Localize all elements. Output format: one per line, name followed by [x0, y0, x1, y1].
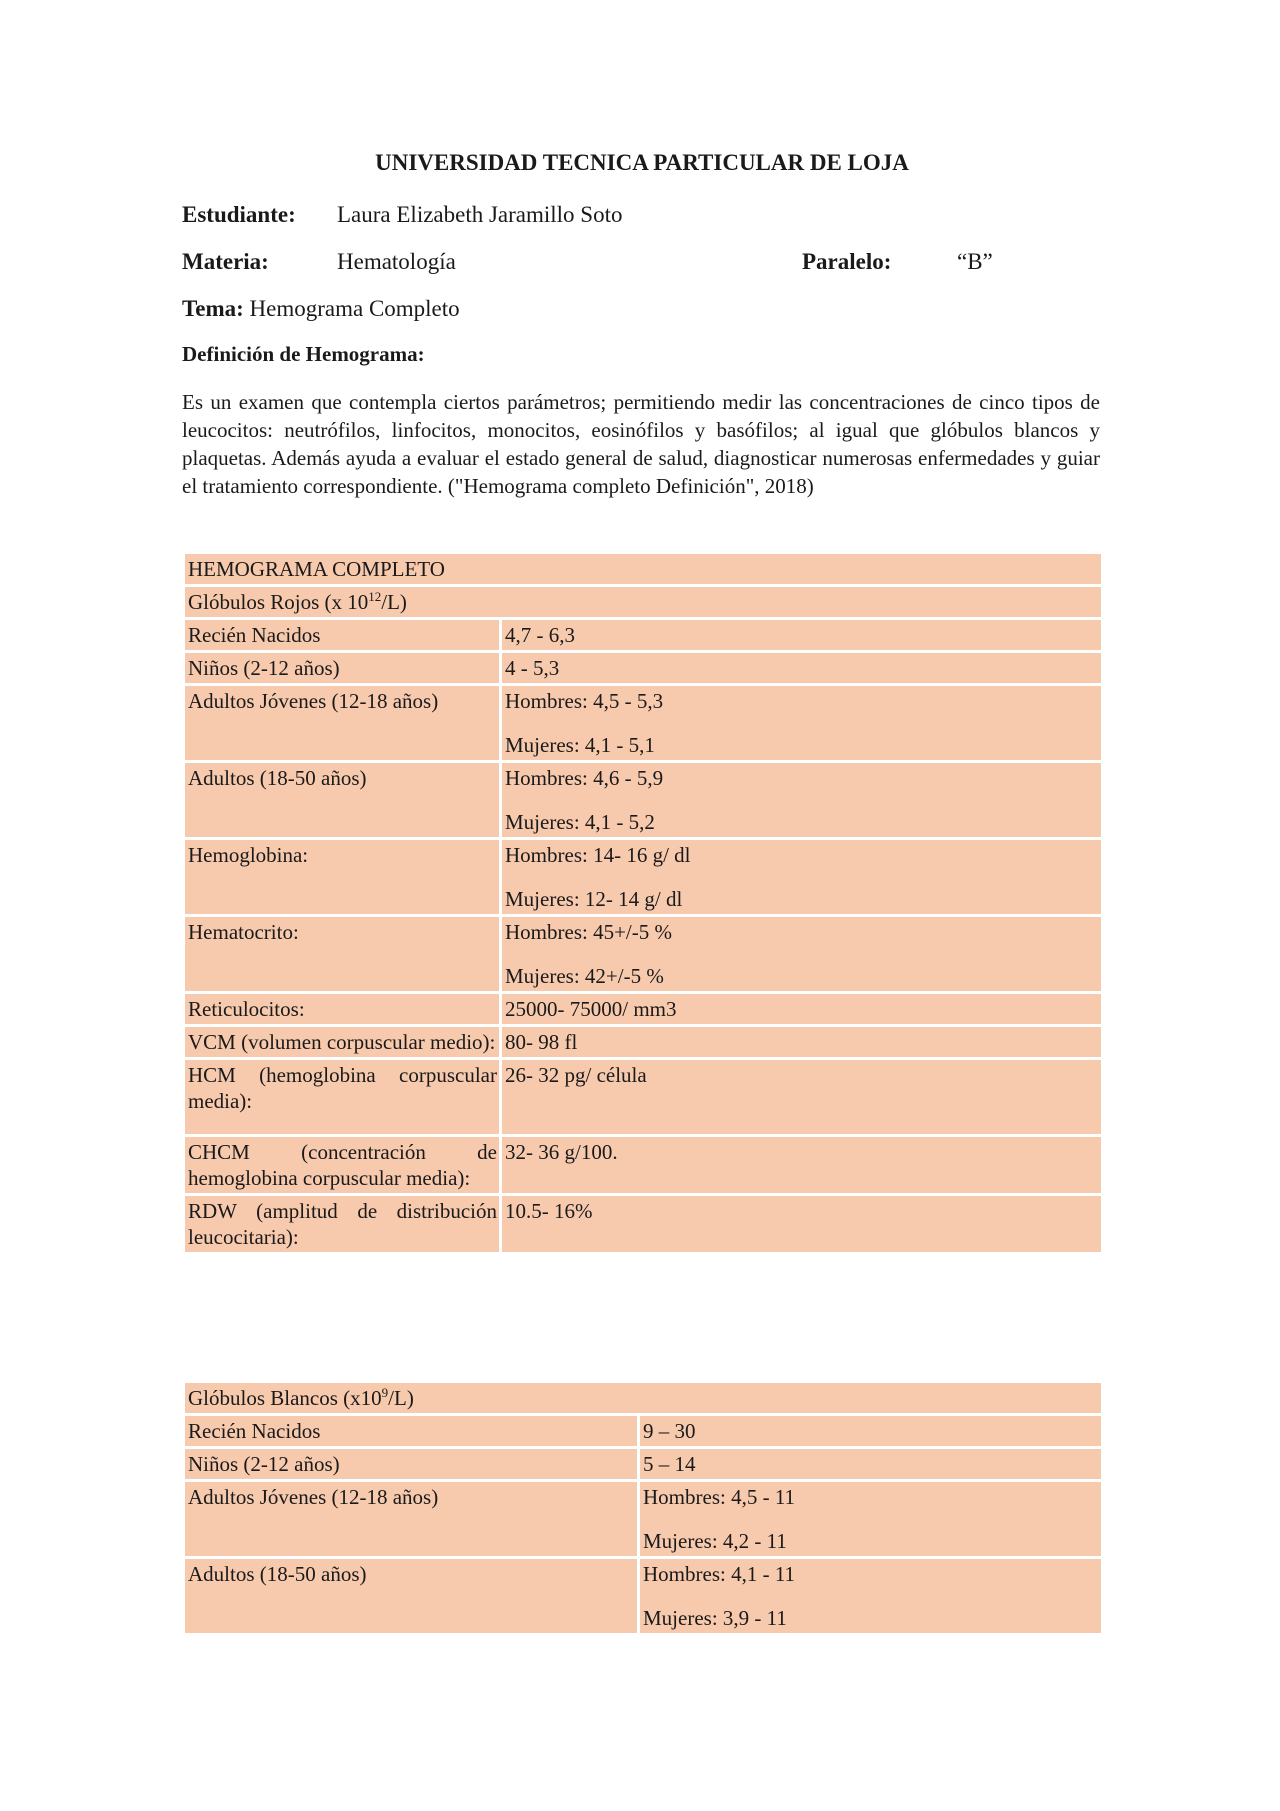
row-value: 10.5- 16% — [501, 1195, 1103, 1254]
topic-label: Tema: — [182, 296, 244, 321]
table-row — [184, 685, 1103, 762]
table-row — [184, 1481, 1103, 1558]
table-row — [184, 1448, 1103, 1481]
row-value: 9 – 30 — [639, 1415, 1103, 1448]
table-row — [184, 839, 1103, 916]
parallel-value: “B” — [957, 249, 993, 274]
row-value: 25000- 75000/ mm3 — [501, 993, 1103, 1026]
row-label: Adultos Jóvenes (12-18 años) — [184, 685, 501, 762]
male-range: Hombres: 4,5 - 11 — [643, 1485, 796, 1509]
row-label: CHCM (concentración de hemoglobina corpuscular media): — [184, 1136, 501, 1195]
topic-line — [182, 296, 460, 322]
male-range: Hombres: 4,1 - 11 — [643, 1562, 796, 1586]
row-label: Adultos (18-50 años) — [184, 1558, 639, 1635]
table-row — [184, 916, 1103, 993]
row-value — [639, 1481, 1103, 1558]
row-value — [501, 685, 1103, 762]
section-row — [184, 1382, 1103, 1415]
white-cells-unit-exponent: 9 — [381, 1385, 389, 1400]
row-value: 80- 98 fl — [501, 1026, 1103, 1059]
row-value — [501, 839, 1103, 916]
table-title-row — [184, 553, 1103, 586]
parallel-label: Paralelo: — [802, 249, 892, 274]
row-value — [639, 1558, 1103, 1635]
subject-value: Hematología — [337, 249, 456, 274]
male-range: Hombres: 4,6 - 5,9 — [505, 766, 664, 790]
table-row — [184, 1195, 1103, 1254]
female-range: Mujeres: 4,1 - 5,1 — [505, 733, 655, 757]
table-title: HEMOGRAMA COMPLETO — [184, 553, 1103, 586]
row-value — [501, 762, 1103, 839]
row-label: Niños (2-12 años) — [184, 652, 501, 685]
table-row — [184, 652, 1103, 685]
row-value: 26- 32 pg/ célula — [501, 1059, 1103, 1136]
table-row — [184, 1059, 1103, 1136]
row-label: VCM (volumen corpuscular medio): — [184, 1026, 501, 1059]
female-range: Mujeres: 4,1 - 5,2 — [505, 810, 655, 834]
topic-value: Hemograma Completo — [249, 296, 460, 321]
red-cells-table — [182, 551, 1104, 1255]
definition-title: Definición de Hemograma: — [182, 342, 425, 366]
male-range: Hombres: 45+/-5 % — [505, 920, 672, 944]
row-label: HCM (hemoglobina corpuscular media): — [184, 1059, 501, 1136]
female-range: Mujeres: 12- 14 g/ dl — [505, 887, 683, 911]
row-label: Adultos Jóvenes (12-18 años) — [184, 1481, 639, 1558]
white-cells-table — [182, 1380, 1104, 1636]
male-range: Hombres: 4,5 - 5,3 — [505, 689, 664, 713]
table-row — [184, 619, 1103, 652]
red-cells-section-title: Glóbulos Rojos (x $10^{12}/L$) — [184, 586, 1103, 619]
table-row — [184, 1136, 1103, 1195]
white-cells-section-title: Glóbulos Blancos $(x10^9/L)$ — [184, 1382, 1103, 1415]
definition-paragraph: Es un examen que contempla ciertos parámetros; permitiendo medir las concentraciones de cinco tipos de leucocitos: neutrófilos, linfocitos, monocitos, eosinófilos y basófilos; al igual que glóbulos blancos y plaquetas. Además ayuda a evaluar el estado general de salud, diagnosticar numerosas enfermedades y guiar el tratamiento correspondiente. ("Hemograma completo Definición", 2018) — [182, 390, 1100, 498]
row-label: Hematocrito: — [184, 916, 501, 993]
row-label: Reticulocitos: — [184, 993, 501, 1026]
row-label: Adultos (18-50 años) — [184, 762, 501, 839]
row-value: 5 – 14 — [639, 1448, 1103, 1481]
row-label: Recién Nacidos — [184, 1415, 639, 1448]
table-row — [184, 1558, 1103, 1635]
row-label: Niños (2-12 años) — [184, 1448, 639, 1481]
female-range: Mujeres: 42+/-5 % — [505, 964, 664, 988]
row-label: Recién Nacidos — [184, 619, 501, 652]
subject-line — [182, 249, 1100, 275]
table-row — [184, 1026, 1103, 1059]
row-label: RDW (amplitud de distribución leucocitaria): — [184, 1195, 501, 1254]
row-value: 4,7 - 6,3 — [501, 619, 1103, 652]
row-label: Hemoglobina: — [184, 839, 501, 916]
row-value: 32- 36 g/100. — [501, 1136, 1103, 1195]
male-range: Hombres: 14- 16 g/ dl — [505, 843, 691, 867]
row-value: 4 - 5,3 — [501, 652, 1103, 685]
student-label: Estudiante: — [182, 202, 296, 227]
subject-label: Materia: — [182, 249, 269, 274]
student-name: Laura Elizabeth Jaramillo Soto — [337, 202, 623, 227]
female-range: Mujeres: 4,2 - 11 — [643, 1529, 787, 1553]
table-row — [184, 1415, 1103, 1448]
female-range: Mujeres: 3,9 - 11 — [643, 1606, 787, 1630]
student-line — [182, 202, 623, 228]
university-title: UNIVERSIDAD TECNICA PARTICULAR DE LOJA — [375, 150, 909, 175]
row-value — [501, 916, 1103, 993]
table-row — [184, 762, 1103, 839]
table-row — [184, 993, 1103, 1026]
red-cells-unit-exponent: 12 — [368, 589, 382, 604]
section-row — [184, 586, 1103, 619]
